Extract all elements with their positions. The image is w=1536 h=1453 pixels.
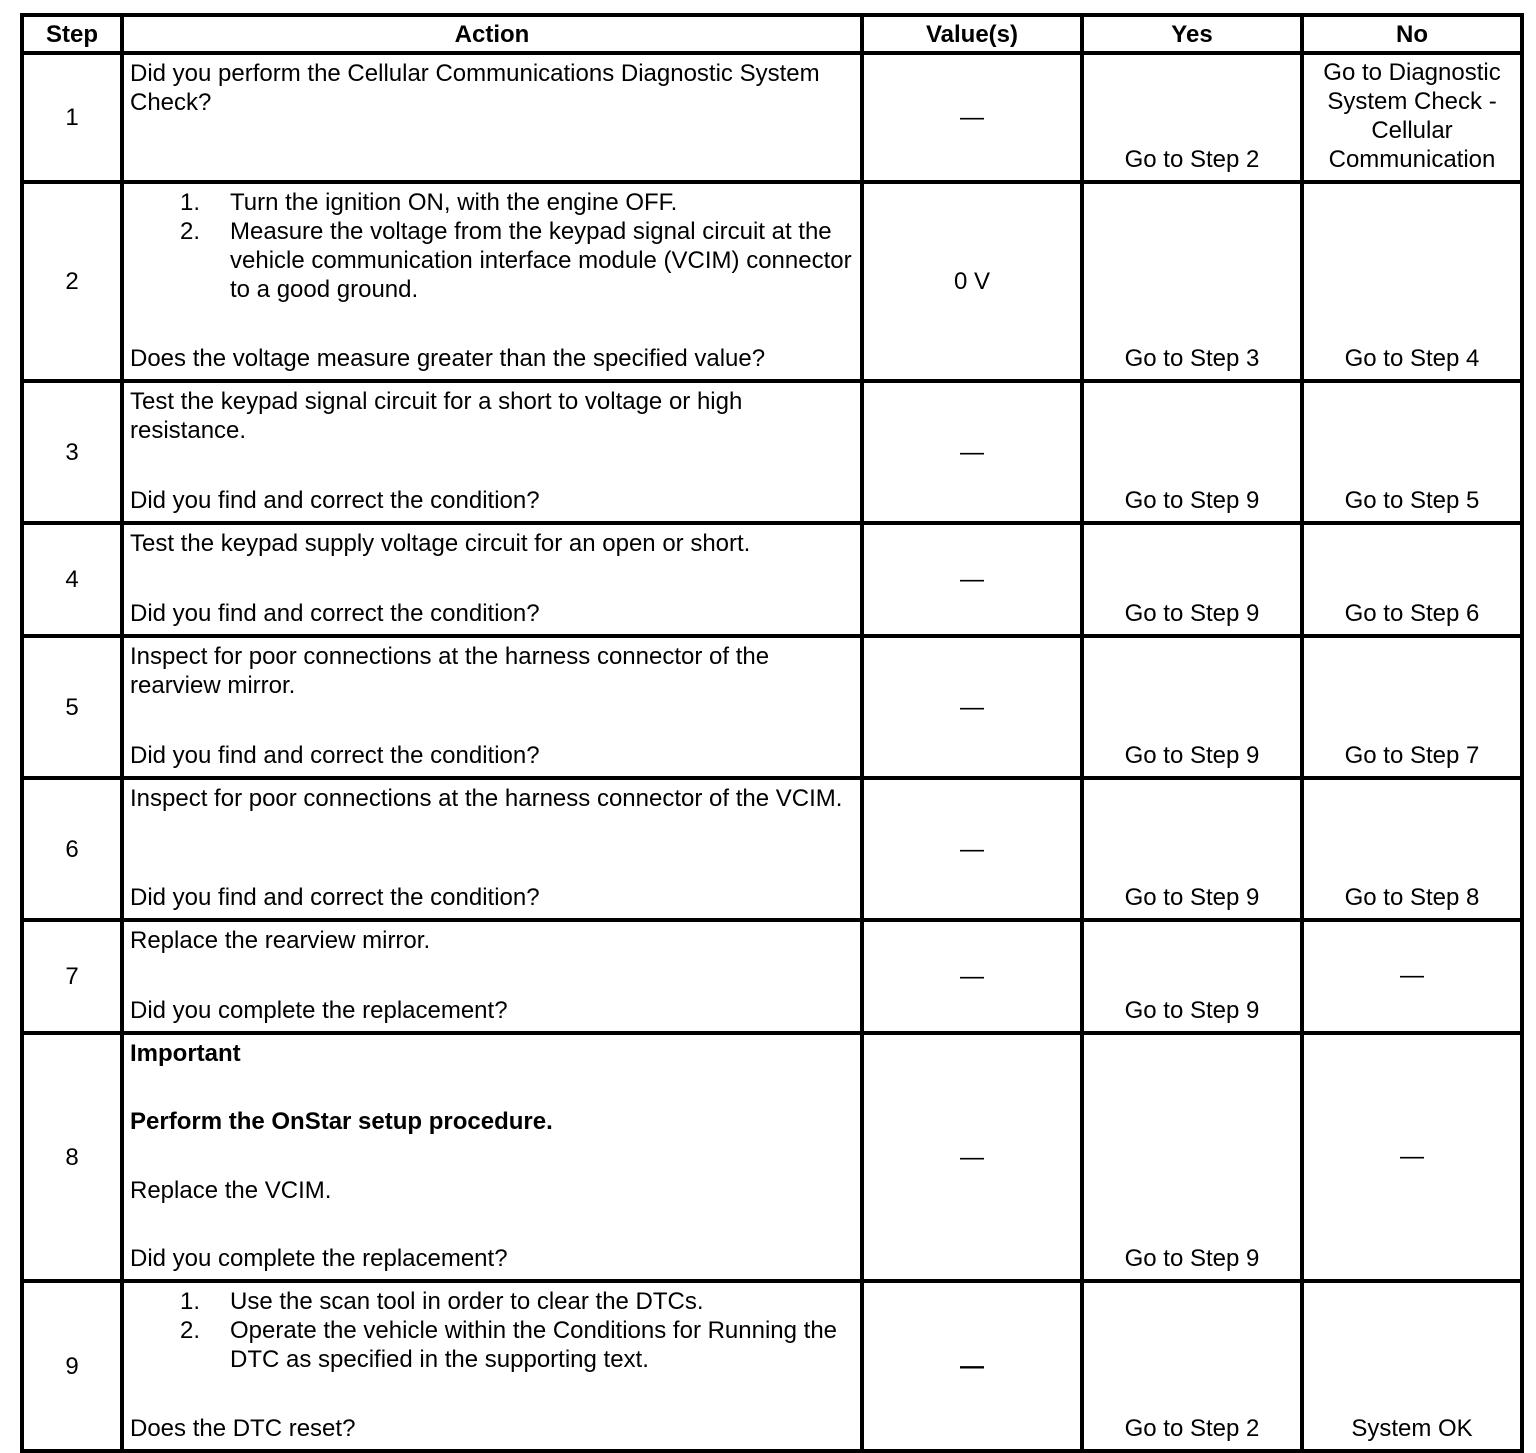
action-question: Did you find and correct the condition? (130, 487, 540, 514)
step-number: 4 (22, 523, 122, 636)
no-link[interactable]: Go to Step 5 (1344, 487, 1480, 514)
action-cell (122, 920, 862, 1033)
step-number: 6 (22, 778, 122, 920)
important-label: Important (130, 1040, 241, 1067)
yes-link[interactable]: Go to Step 9 (1124, 742, 1260, 769)
diagnostic-table (20, 13, 1524, 1453)
no-cell (1302, 1281, 1522, 1451)
no-link[interactable]: Go to Step 4 (1344, 345, 1480, 372)
list-item: 2. Operate the vehicle within the Conditions for Running the DTC as specified in the supporting text. (180, 1317, 838, 1373)
value-cell: — (862, 636, 1082, 778)
yes-cell (1082, 182, 1302, 381)
yes-link[interactable]: Go to Step 3 (1124, 345, 1260, 372)
header-no: No (1302, 15, 1522, 53)
yes-link[interactable]: Go to Step 2 (1124, 146, 1260, 173)
yes-cell (1082, 1033, 1302, 1281)
value-cell: — (862, 1033, 1082, 1281)
action-question: Did you complete the replacement? (130, 1244, 508, 1272)
yes-cell (1082, 778, 1302, 920)
no-cell (1302, 1033, 1522, 1281)
action-cell (122, 636, 862, 778)
action-cell (122, 1281, 862, 1451)
yes-cell (1082, 1281, 1302, 1451)
action-cell (122, 53, 862, 182)
no-cell (1302, 636, 1522, 778)
action-text: Inspect for poor connections at the harness connector of the rearview mirror. (130, 643, 770, 699)
step-number: 2 (22, 182, 122, 381)
action-question: Did you complete the replacement? (130, 997, 508, 1024)
diagnostic-table-container (20, 13, 1520, 1453)
table-row (22, 778, 1522, 920)
yes-cell (1082, 636, 1302, 778)
action-cell (122, 778, 862, 920)
no-cell (1302, 182, 1522, 381)
step-number: 8 (22, 1033, 122, 1281)
action-text: Inspect for poor connections at the harness connector of the VCIM. (130, 785, 843, 812)
value-cell: — (862, 920, 1082, 1033)
no-cell (1302, 920, 1522, 1033)
no-link[interactable]: Go to Step 6 (1344, 600, 1480, 627)
table-row (22, 636, 1522, 778)
yes-cell (1082, 53, 1302, 182)
yes-link[interactable]: Go to Step 9 (1124, 1245, 1260, 1272)
yes-cell (1082, 381, 1302, 523)
value-cell: — (862, 1281, 1082, 1451)
no-cell (1302, 523, 1522, 636)
no-link: — (1400, 1142, 1424, 1170)
value-cell: — (862, 53, 1082, 182)
yes-link[interactable]: Go to Step 9 (1124, 487, 1260, 514)
value-cell: 0 V (862, 182, 1082, 381)
yes-cell (1082, 523, 1302, 636)
value-cell: — (862, 381, 1082, 523)
action-question: Does the DTC reset? (130, 1415, 356, 1442)
step-number: 9 (22, 1281, 122, 1451)
table-row (22, 53, 1522, 182)
step-number: 5 (22, 636, 122, 778)
action-list (130, 1287, 854, 1374)
header-action: Action (122, 15, 862, 53)
table-row (22, 182, 1522, 381)
action-text: Test the keypad supply voltage circuit for an open or short. (130, 530, 751, 557)
action-list (130, 188, 854, 304)
table-row (22, 1281, 1522, 1451)
yes-link[interactable]: Go to Step 2 (1124, 1415, 1260, 1442)
action-text: Did you perform the Cellular Communications Diagnostic System Check? (130, 60, 820, 116)
action-cell (122, 182, 862, 381)
yes-cell (1082, 920, 1302, 1033)
list-item: 1. Turn the ignition ON, with the engine OFF. (180, 189, 678, 216)
action-question: Did you find and correct the condition? (130, 884, 540, 911)
action-cell (122, 381, 862, 523)
no-link[interactable]: Go to Step 7 (1344, 742, 1480, 769)
value-cell: — (862, 523, 1082, 636)
list-item: 1. Use the scan tool in order to clear the DTCs. (180, 1288, 704, 1315)
important-text: Perform the OnStar setup procedure. (130, 1108, 553, 1136)
action-question: Did you find and correct the condition? (130, 742, 540, 769)
step-number: 3 (22, 381, 122, 523)
value-cell: — (862, 778, 1082, 920)
table-row (22, 920, 1522, 1033)
action-cell (122, 523, 862, 636)
step-number: 1 (22, 53, 122, 182)
no-link[interactable]: Go to Step 8 (1344, 884, 1480, 911)
no-link[interactable]: Go to Diagnostic System Check - Cellular Communication (1323, 59, 1501, 173)
action-question: Does the voltage measure greater than the specified value? (130, 345, 766, 372)
header-row (22, 15, 1522, 53)
no-cell (1302, 53, 1522, 182)
action-question: Did you find and correct the condition? (130, 600, 540, 627)
header-values: Value(s) (862, 15, 1082, 53)
action-text: Replace the VCIM. (130, 1176, 332, 1204)
list-item: 2. Measure the voltage from the keypad signal circuit at the vehicle communication interface module (VCIM) connector to a good ground. (180, 218, 852, 303)
table-row (22, 381, 1522, 523)
action-text: Replace the rearview mirror. (130, 927, 431, 954)
no-link: System OK (1351, 1415, 1473, 1442)
header-step: Step (22, 15, 122, 53)
no-cell (1302, 778, 1522, 920)
table-row (22, 1033, 1522, 1281)
no-link: — (1400, 962, 1424, 989)
action-text: Test the keypad signal circuit for a short to voltage or high resistance. (130, 388, 743, 444)
no-cell (1302, 381, 1522, 523)
yes-link[interactable]: Go to Step 9 (1124, 884, 1260, 911)
yes-link[interactable]: Go to Step 9 (1124, 600, 1260, 627)
action-cell (122, 1033, 862, 1281)
header-yes: Yes (1082, 15, 1302, 53)
yes-link[interactable]: Go to Step 9 (1124, 997, 1260, 1024)
table-row (22, 523, 1522, 636)
step-number: 7 (22, 920, 122, 1033)
